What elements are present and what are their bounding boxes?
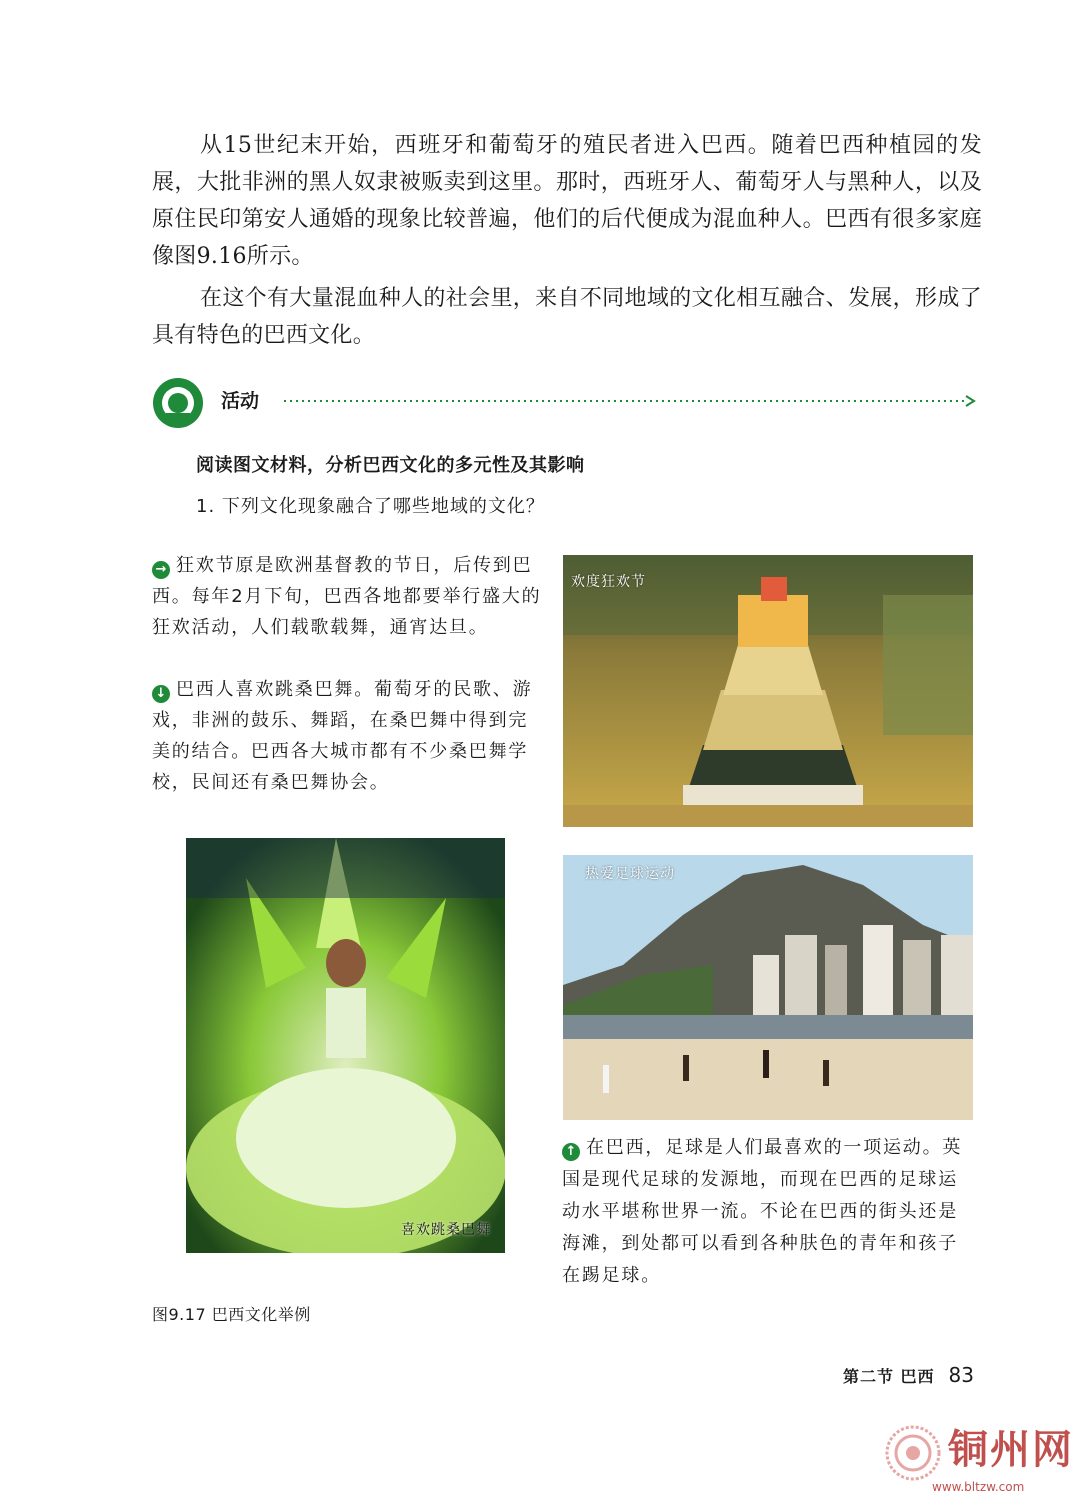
page-number: 83 (948, 1363, 974, 1387)
arrow-down-icon: ↓ (152, 685, 170, 703)
arrow-right-icon: → (152, 561, 170, 579)
note-football (562, 1132, 974, 1292)
carnival-photo (563, 555, 973, 827)
watermark-url: www.bltzw.com (932, 1480, 1025, 1494)
paragraph-history: 从15世纪末开始，西班牙和葡萄牙的殖民者进入巴西。随着巴西种植园的发展，大批非洲的黑人奴隶被贩卖到这里。那时，西班牙人、葡萄牙人与黑种人，以及原住民印第安人通婚的现象比较普遍，他们的后代便成为混血种人。巴西有很多家庭像图9.16所示。 (152, 133, 982, 269)
activity-label: 活动 (221, 390, 260, 412)
football-photo (563, 855, 973, 1120)
note-football-text: 在巴西，足球是人们最喜欢的一项运动。英国是现代足球的发源地，而现在巴西的足球运动水平堪称世界一流。不论在巴西的街头还是海滩，到处都可以看到各种肤色的青年和孩子在踢足球。 (562, 1137, 963, 1286)
activity-icon (152, 377, 204, 429)
seal-icon (884, 1424, 942, 1482)
activity-dotted-arrow (284, 393, 980, 409)
note-carnival (152, 550, 542, 643)
note-samba-text: 巴西人喜欢跳桑巴舞。葡萄牙的民歌、游戏，非洲的鼓乐、舞蹈，在桑巴舞中得到完美的结合。巴西各大城市都有不少桑巴舞学校，民间还有桑巴舞协会。 (152, 679, 533, 793)
note-samba (152, 674, 542, 798)
figure-caption: 图9.17 巴西文化举例 (152, 1305, 311, 1324)
task-question-1: 1. 下列文化现象融合了哪些地域的文化？ (196, 496, 545, 517)
arrow-up-icon: ↑ (562, 1143, 580, 1161)
page-footer (843, 1363, 974, 1387)
task-title: 阅读图文材料，分析巴西文化的多元性及其影响 (196, 455, 585, 476)
section-title: 第二节 巴西 (842, 1367, 935, 1386)
paragraph-culture: 在这个有大量混血种人的社会里，来自不同地域的文化相互融合、发展，形成了具有特色的巴西文化。 (152, 286, 982, 348)
watermark (884, 1418, 1080, 1508)
note-carnival-text: 狂欢节原是欧洲基督教的节日，后传到巴西。每年2月下旬，巴西各地都要举行盛大的狂欢活动，人们载歌载舞，通宵达旦。 (152, 555, 542, 638)
samba-photo (186, 838, 505, 1253)
samba-caption: 喜欢跳桑巴舞 (401, 1222, 491, 1238)
carnival-caption: 欢度狂欢节 (571, 574, 646, 590)
watermark-name: 铜州网 (948, 1426, 1074, 1473)
football-caption: 热爱足球运动 (585, 866, 675, 882)
